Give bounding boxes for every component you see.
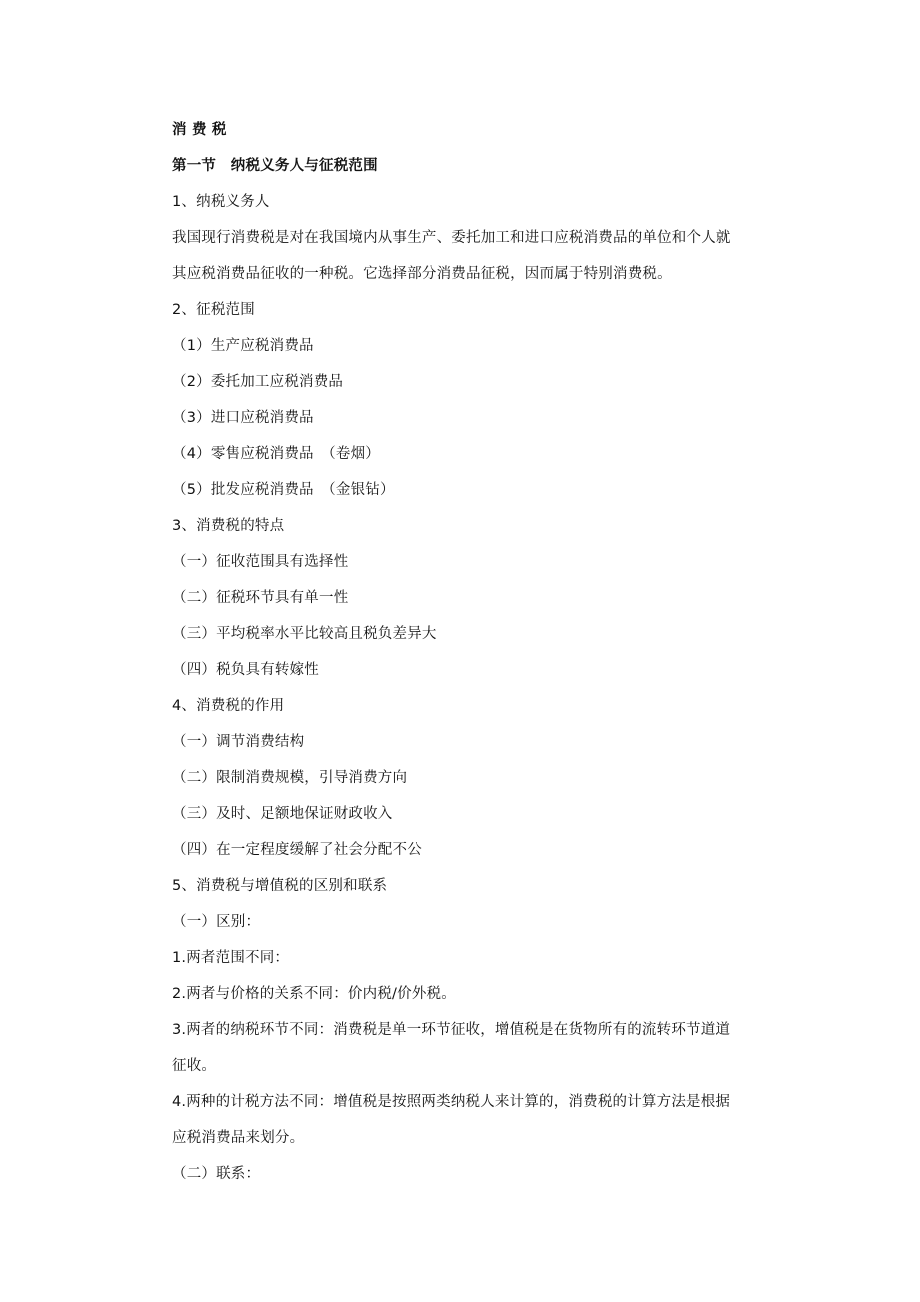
section-heading: 第一节 纳税义务人与征税范围 — [172, 158, 378, 174]
list-item: （1）生产应税消费品 — [172, 338, 314, 354]
subheading-differences: （一）区别： — [172, 914, 261, 930]
paragraph-line: 其应税消费品征收的一种税。它选择部分消费品征税，因而属于特别消费税。 — [172, 266, 672, 282]
heading-functions: 4、消费税的作用 — [172, 698, 285, 714]
list-item: （一）征收范围具有选择性 — [172, 554, 349, 570]
heading-scope: 2、征税范围 — [172, 302, 255, 318]
list-item: 1.两者范围不同： — [172, 950, 290, 966]
list-item: （3）进口应税消费品 — [172, 410, 314, 426]
list-item: 2.两者与价格的关系不同：价内税/价外税。 — [172, 986, 456, 1002]
subheading-connections: （二）联系： — [172, 1166, 261, 1182]
document-title: 消 费 税 — [172, 122, 227, 138]
list-item: 4.两种的计税方法不同：增值税是按照两类纳税人来计算的，消费税的计算方法是根据 — [172, 1094, 731, 1110]
list-item: （四）税负具有转嫁性 — [172, 662, 319, 678]
list-item: （一）调节消费结构 — [172, 734, 305, 750]
list-item: （三）平均税率水平比较高且税负差异大 — [172, 626, 437, 642]
list-item: 3.两者的纳税环节不同：消费税是单一环节征收，增值税是在货物所有的流转环节道道 — [172, 1022, 731, 1038]
list-item: （5）批发应税消费品 （金银钻） — [172, 482, 395, 498]
list-item: （二）征税环节具有单一性 — [172, 590, 349, 606]
paragraph-line: 我国现行消费税是对在我国境内从事生产、委托加工和进口应税消费品的单位和个人就 — [172, 230, 731, 246]
list-item: （四）在一定程度缓解了社会分配不公 — [172, 842, 422, 858]
list-item: （二）限制消费规模，引导消费方向 — [172, 770, 408, 786]
heading-features: 3、消费税的特点 — [172, 518, 285, 534]
list-item: （4）零售应税消费品 （卷烟） — [172, 446, 380, 462]
list-item: （三）及时、足额地保证财政收入 — [172, 806, 393, 822]
heading-comparison: 5、消费税与增值税的区别和联系 — [172, 878, 388, 894]
list-item: （2）委托加工应税消费品 — [172, 374, 344, 390]
list-item-continuation: 应税消费品来划分。 — [172, 1130, 305, 1146]
list-item-continuation: 征收。 — [172, 1058, 217, 1074]
heading-taxpayer: 1、纳税义务人 — [172, 194, 270, 210]
